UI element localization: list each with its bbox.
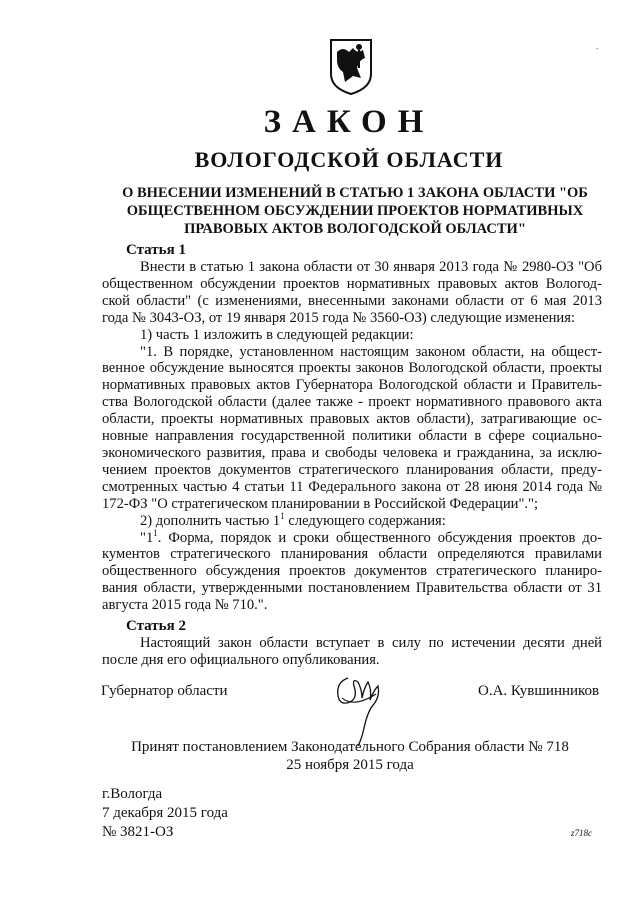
adoption-line-1: Принят постановлением Законодательного Собрания области № 718 [131, 739, 569, 755]
article-2-body [102, 635, 602, 669]
coat-of-arms-icon [329, 38, 373, 96]
article-1-intro: Внести в статью 1 закона области от 30 января 2013 года № 2980-ОЗ "Об общественном обсуждении проектов нормативных правовых актов Вологодской области" (с изменениями, внесенными законами области от 6 мая 2013 года № 3043-ОЗ, от 19 января 2015 года № 3560-ОЗ) следующие изменения: [102, 259, 602, 326]
article-1-quote-2: "$1^1$. Форма, порядок и сроки общественного обсуждения проектов документов стратегического планирования области определяются правилами общественного обсуждения проектов документов стратегического планирования области, утвержденными постановлением Правительства области от 31 августа 2015 года № 710.". [102, 527, 602, 614]
document-footer [102, 785, 228, 842]
signatory-position: Губернатор области [101, 683, 228, 699]
footer-number: № 3821-ОЗ [102, 824, 174, 840]
corner-mark: - [596, 44, 599, 53]
handwritten-signature [328, 668, 388, 748]
adoption-line-2: 25 ноября 2015 года [286, 757, 414, 773]
article-2-heading: Статья 2 [126, 618, 186, 634]
article-2-text: Настоящий закон области вступает в силу по истечении десяти дней после дня его официального опубликования. [102, 635, 602, 668]
article-1-quote-1: "1. В порядке, установленном настоящим законом области, на общественное обсуждение выносятся проекты законов Вологодской области, проекты нормативных правовых актов Губернатора Вологодской области и Правительства Вологодской области (далее также - проект нормативного правового акта области, проекты нормативных правовых актов области), затрагивающие основные направления государственной политики области в сфере социально-экономического развития, права и свободы человека и гражданина, за исключением проектов документов стратегического планирования области, предусмотренных частью 4 статьи 11 Федерального закона от 28 июня 2014 года № 172-ФЗ "О стратегическом планировании в Российской Федерации"."; [102, 343, 602, 512]
article-1-body [102, 259, 602, 614]
region-title: ВОЛОГОДСКОЙ ОБЛАСТИ [194, 147, 504, 172]
article-1-heading: Статья 1 [126, 242, 186, 258]
adoption-note [80, 738, 620, 774]
footer-date: 7 декабря 2015 года [102, 805, 228, 821]
article-1-item-2: 2) дополнить частью $1^1$ следующего содержания: [140, 510, 446, 529]
law-subtitle: О ВНЕСЕНИИ ИЗМЕНЕНИЙ В СТАТЬЮ 1 ЗАКОНА ОБЛАСТИ "ОБ ОБЩЕСТВЕННОМ ОБСУЖДЕНИИ ПРОЕКТОВ НОРМАТИВНЫХ ПРАВОВЫХ АКТОВ ВОЛОГОДСКОЙ ОБЛАСТИ" [122, 185, 588, 237]
document-title: ЗАКОН [263, 104, 435, 140]
footer-city: г.Вологда [102, 786, 163, 802]
signatory-name: О.А. Кувшинников [478, 683, 600, 699]
article-1-item-1: 1) часть 1 изложить в следующей редакции: [140, 326, 414, 343]
document-code: z718c [571, 828, 592, 838]
